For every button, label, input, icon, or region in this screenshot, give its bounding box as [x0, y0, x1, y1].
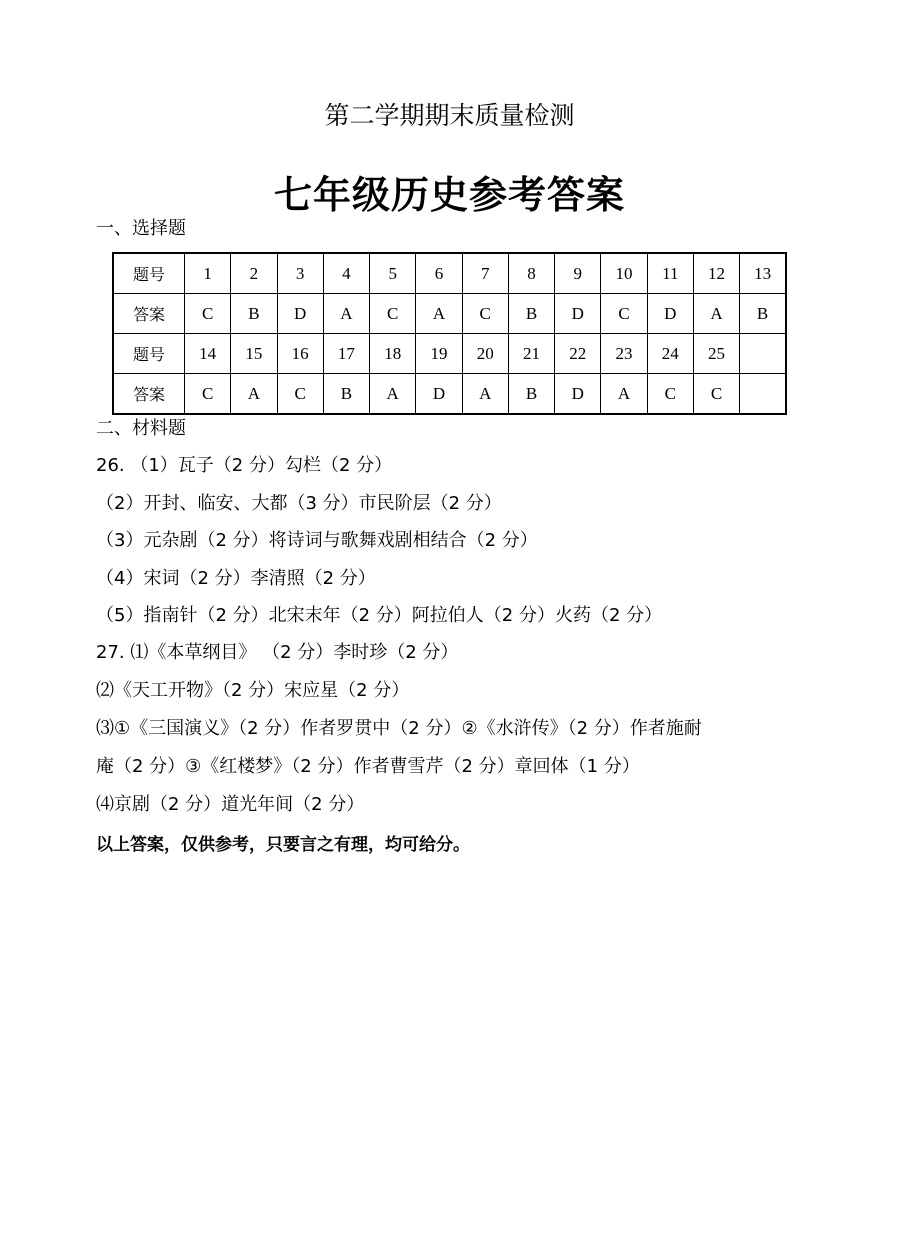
- table-cell: 16: [277, 334, 323, 374]
- table-row: [113, 253, 786, 294]
- answer-line-27-2: ⑵《天工开物》（2 分）宋应星（2 分）: [96, 680, 410, 701]
- table-cell: B: [740, 294, 786, 334]
- table-cell: C: [370, 294, 416, 334]
- table-cell: A: [231, 374, 277, 415]
- table-cell: 7: [462, 253, 508, 294]
- answer-line-26-4: （4）宋词（2 分）李清照（2 分）: [96, 568, 376, 589]
- table-row: [113, 374, 786, 415]
- table-cell: 6: [416, 253, 462, 294]
- table-cell: 17: [323, 334, 369, 374]
- answer-line-27-1: 27. ⑴《本草纲目》 （2 分）李时珍（2 分）: [96, 642, 459, 663]
- table-cell: 18: [370, 334, 416, 374]
- table-cell: C: [601, 294, 647, 334]
- table-cell: C: [647, 374, 693, 415]
- table-cell: 19: [416, 334, 462, 374]
- answer-line-26-3: （3）元杂剧（2 分）将诗词与歌舞戏剧相结合（2 分）: [96, 530, 538, 551]
- table-cell: A: [693, 294, 739, 334]
- table-cell: C: [185, 294, 231, 334]
- table-cell: D: [555, 374, 601, 415]
- table-cell: 2: [231, 253, 277, 294]
- table-cell: C: [277, 374, 323, 415]
- table-cell: B: [508, 294, 554, 334]
- table-cell: 1: [185, 253, 231, 294]
- table-row: [113, 294, 786, 334]
- table-cell: 9: [555, 253, 601, 294]
- table-cell: A: [416, 294, 462, 334]
- table-cell: 24: [647, 334, 693, 374]
- table-cell: C: [693, 374, 739, 415]
- grading-note: 以上答案，仅供参考，只要言之有理，均可给分。: [96, 835, 470, 855]
- table-cell: 13: [740, 253, 786, 294]
- table-cell: 25: [693, 334, 739, 374]
- table-cell: 12: [693, 253, 739, 294]
- table-cell: A: [370, 374, 416, 415]
- answer-line-26-2: （2）开封、临安、大都（3 分）市民阶层（2 分）: [96, 493, 502, 514]
- table-cell: C: [185, 374, 231, 415]
- row-header: 题号: [113, 334, 185, 374]
- table-cell: B: [231, 294, 277, 334]
- table-cell: A: [462, 374, 508, 415]
- table-cell: D: [555, 294, 601, 334]
- table-cell: 8: [508, 253, 554, 294]
- section-multiple-choice-heading: 一、选择题: [96, 218, 186, 239]
- table-cell: B: [508, 374, 554, 415]
- table-cell: A: [601, 374, 647, 415]
- table-cell: 11: [647, 253, 693, 294]
- table-cell: 23: [601, 334, 647, 374]
- table-cell: B: [323, 374, 369, 415]
- table-cell: 3: [277, 253, 323, 294]
- table-row: [113, 334, 786, 374]
- answer-line-27-3a: ⑶①《三国演义》（2 分）作者罗贯中（2 分）②《水浒传》（2 分）作者施耐: [96, 718, 702, 739]
- table-cell: D: [416, 374, 462, 415]
- table-cell: C: [462, 294, 508, 334]
- page-title: 七年级历史参考答案: [273, 173, 625, 217]
- table-cell: [740, 374, 786, 415]
- exam-subtitle: 第二学期期末质量检测: [324, 101, 575, 130]
- table-cell: 5: [370, 253, 416, 294]
- table-cell: D: [647, 294, 693, 334]
- table-cell: 21: [508, 334, 554, 374]
- table-cell: 4: [323, 253, 369, 294]
- table-cell: D: [277, 294, 323, 334]
- table-cell: 22: [555, 334, 601, 374]
- table-cell: 20: [462, 334, 508, 374]
- table-cell: 10: [601, 253, 647, 294]
- answer-line-26-5: （5）指南针（2 分）北宋末年（2 分）阿拉伯人（2 分）火药（2 分）: [96, 605, 663, 626]
- table-cell: A: [323, 294, 369, 334]
- answer-table: [112, 252, 787, 415]
- row-header: 题号: [113, 253, 185, 294]
- row-header: 答案: [113, 374, 185, 415]
- table-cell: [740, 334, 786, 374]
- table-cell: 14: [185, 334, 231, 374]
- answer-line-26-1: 26. （1）瓦子（2 分）勾栏（2 分）: [96, 455, 393, 476]
- section-material-heading: 二、材料题: [96, 418, 186, 439]
- answer-line-27-3b: 庵（2 分）③《红楼梦》（2 分）作者曹雪芹（2 分）章回体（1 分）: [96, 756, 640, 777]
- answer-line-27-4: ⑷京剧（2 分）道光年间（2 分）: [96, 794, 365, 815]
- table-cell: 15: [231, 334, 277, 374]
- row-header: 答案: [113, 294, 185, 334]
